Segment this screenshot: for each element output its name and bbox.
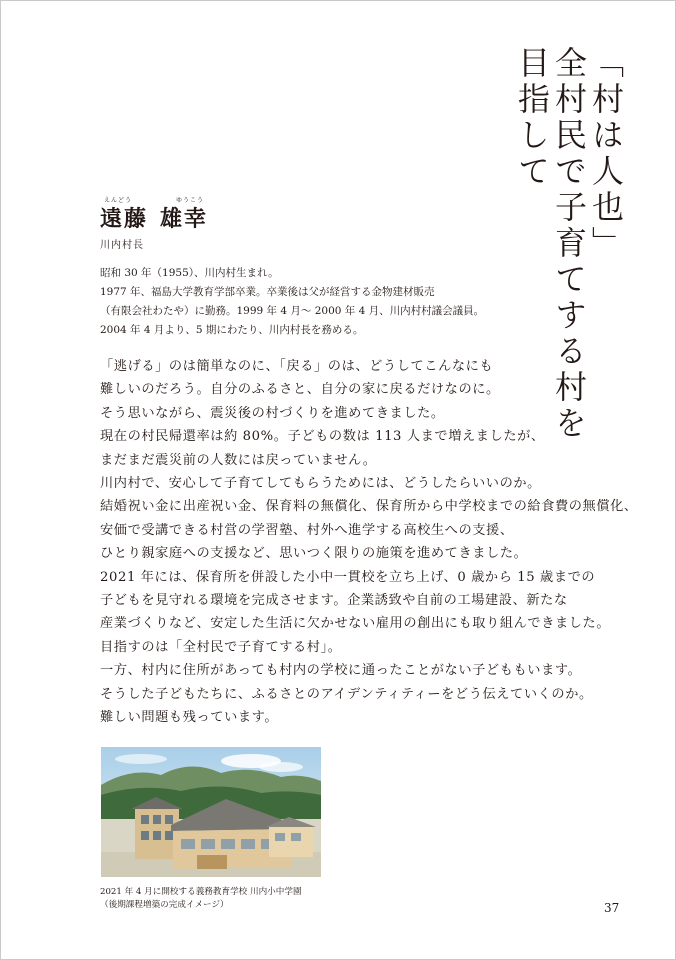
bio-line: 昭和 30 年（1955）、川内村生まれ。 — [100, 267, 279, 279]
body-line: 川内村で、安心して子育てしてもらうためには、どうしたらいいのか。 — [100, 476, 541, 492]
bio-line: 2004 年 4 月より、5 期にわたり、川内村長を務める。 — [100, 324, 364, 336]
body-line: 2021 年には、保育所を併設した小中一貫校を立ち上げ、0 歳から 15 歳までの — [100, 569, 596, 585]
body-line: 子どもを見守れる環境を完成させます。企業誘致や自前の工場建設、新たな — [100, 593, 568, 609]
caption-line: （後期課程増築の完成イメージ） — [100, 900, 229, 910]
caption-line: 2021 年 4 月に開校する義務教育学校 川内小中学園 — [100, 887, 302, 897]
title-line-3: 目指して — [513, 46, 551, 190]
author-name-block — [100, 196, 260, 233]
author-name-ruby — [100, 196, 260, 205]
given-name-ruby: ゆうこう — [176, 197, 205, 204]
title-line-1: 「村は人也」 — [587, 46, 625, 262]
author-bio — [100, 264, 484, 340]
body-line: 産業づくりなど、安定した生活に欠かせない雇用の創出にも取り組んできました。 — [100, 616, 611, 632]
bio-line: （有限会社わたや）に勤務。1999 年 4 月～ 2000 年 4 月、川内村村議会議員。 — [100, 305, 485, 317]
body-line: 目指すのは「全村民で子育てする村」。 — [100, 639, 342, 655]
author-name — [100, 205, 260, 233]
photo-caption — [100, 886, 302, 912]
surname-ruby: えんどう — [104, 197, 133, 204]
body-line: 安価で受講できる村営の学習塾、村外へ進学する高校生への支援、 — [100, 522, 514, 538]
body-line: 難しい問題も残っています。 — [100, 710, 279, 726]
author-given-name: 雄幸 — [160, 206, 209, 232]
body-line: 一方、村内に住所があっても村内の学校に通ったことがない子どももいます。 — [100, 663, 582, 679]
essay-body — [100, 355, 638, 730]
body-line: 難しいのだろう。自分のふるさと、自分の家に戻るだけなのに。 — [100, 382, 500, 398]
author-role: 川内村長 — [100, 240, 144, 251]
body-line: そう思いながら、震災後の村づくりを進めてきました。 — [100, 405, 445, 421]
body-line: ひとり親家庭への支援など、思いつく限りの施策を進めてきました。 — [100, 546, 528, 562]
author-surname: 遠藤 — [100, 206, 149, 232]
body-line: そうした子どもたちに、ふるさとのアイデンティティーをどう伝えていくのか。 — [100, 686, 593, 702]
title-line-2: 全村民で子育てする村を — [550, 46, 588, 442]
bio-line: 1977 年、福島大学教育学部卒業。卒業後は父が経営する金物建材販売 — [100, 286, 435, 298]
body-line: まだまだ震災前の人数には戻っていません。 — [100, 452, 377, 468]
body-line: 現在の村民帰還率は約 80%。子どもの数は 113 人まで増えましたが、 — [100, 429, 545, 445]
page-number: 37 — [604, 901, 620, 915]
body-line: 「逃げる」のは簡単なのに、「戻る」のは、どうしてこんなにも — [100, 359, 494, 374]
body-line: 結婚祝い金に出産祝い金、保育料の無償化、保育所から中学校までの給食費の無償化、 — [100, 499, 638, 515]
school-rendering-photo — [101, 747, 321, 877]
